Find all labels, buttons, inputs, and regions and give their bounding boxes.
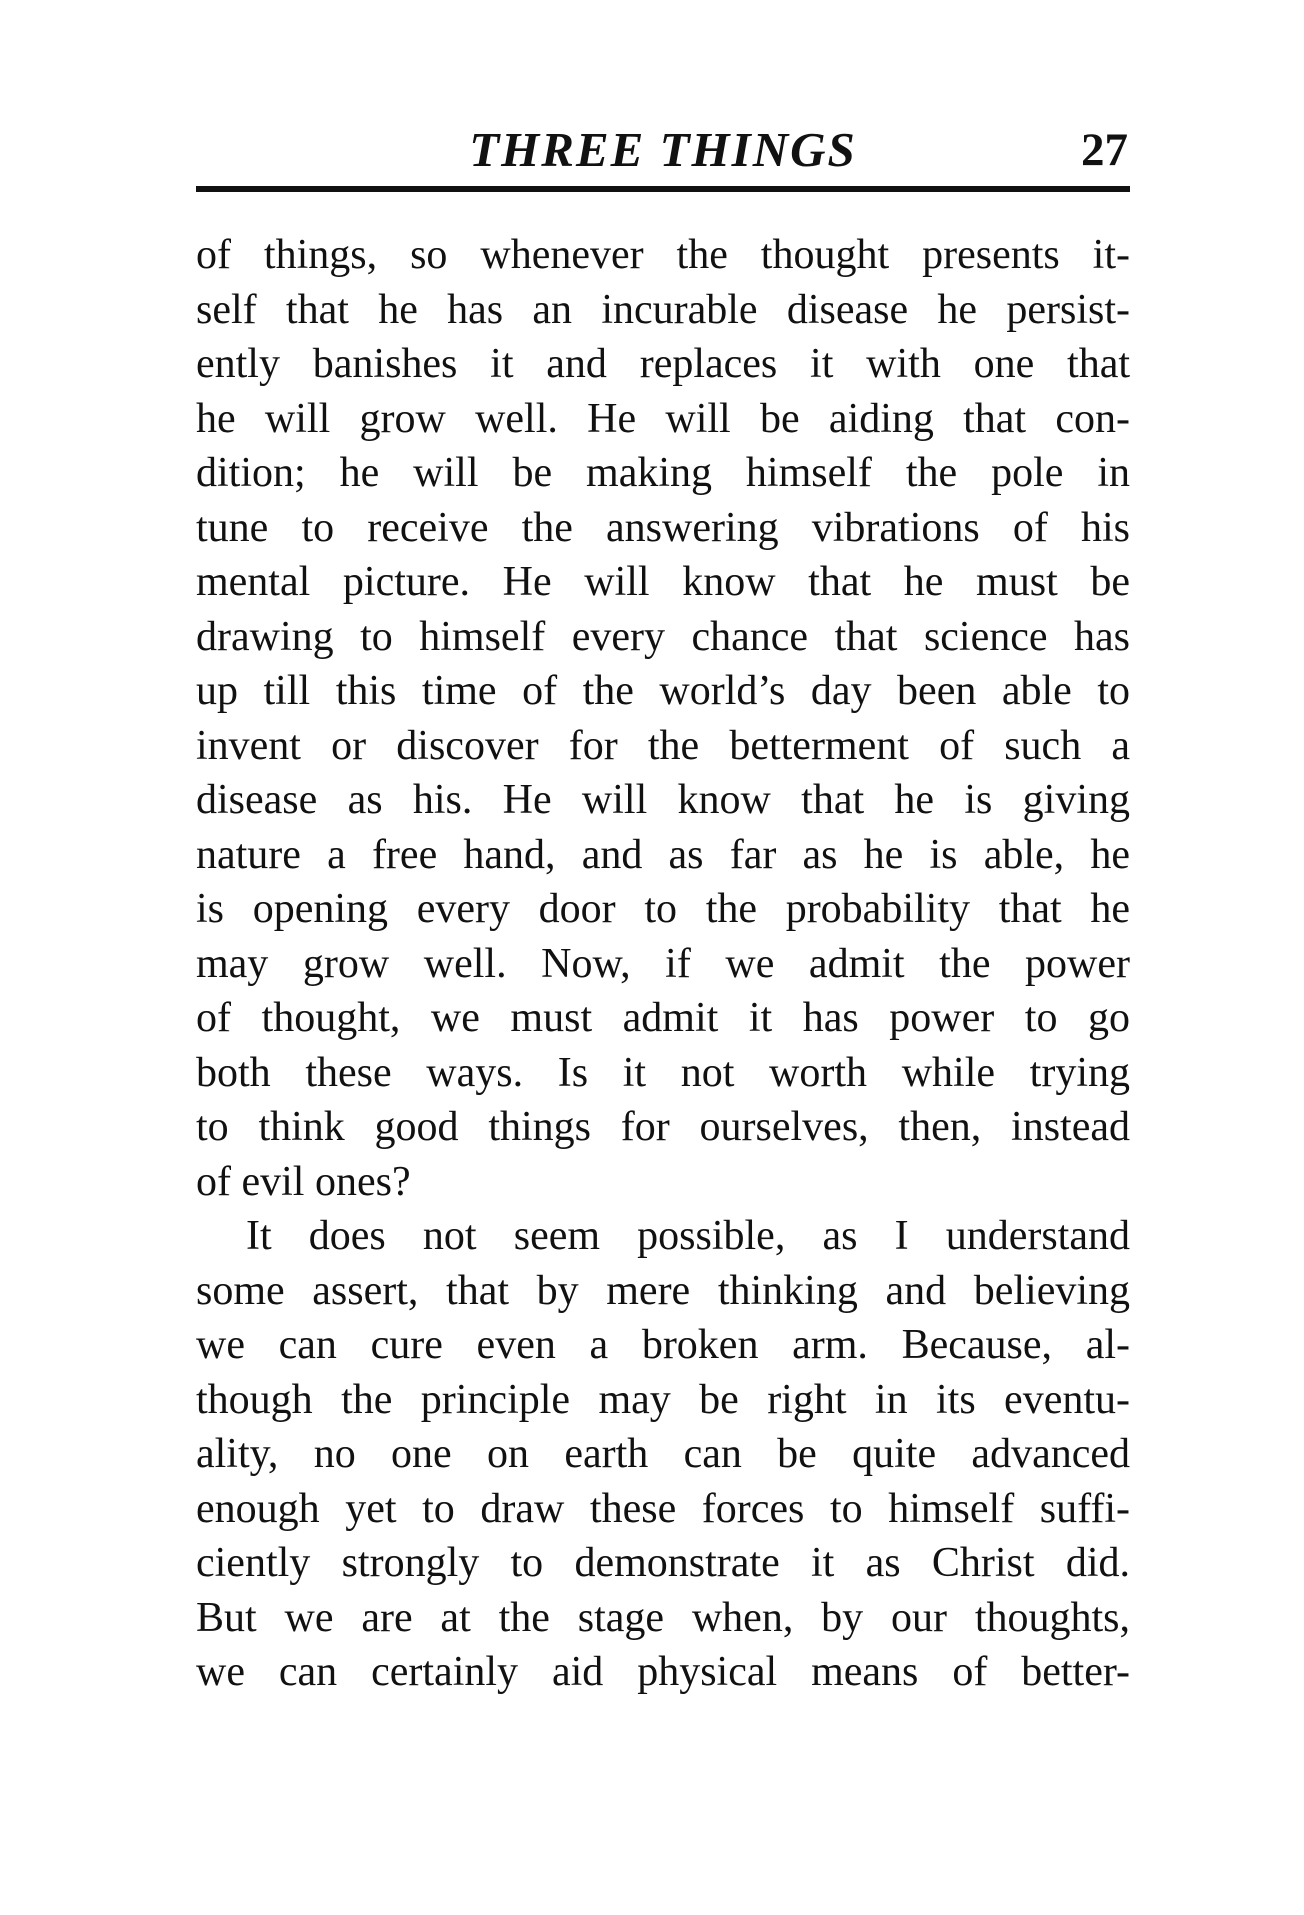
text-line: to think good things for ourselves, then, instead	[196, 1104, 1130, 1150]
text-line: we can cure even a broken arm. Because, al-	[196, 1322, 1130, 1368]
text-line: invent or discover for the betterment of such a	[196, 722, 1130, 769]
text-line: enough yet to draw these forces to himself suffi-	[196, 1485, 1130, 1532]
text-line: ality, no one on earth can be quite advanced	[196, 1431, 1130, 1477]
text-line: nature a free hand, and as far as he is able, he	[196, 831, 1130, 878]
running-head	[196, 118, 1130, 178]
text-line: though the principle may be right in its eventu-	[196, 1376, 1130, 1423]
text-line: both these ways. Is it not worth while trying	[196, 1049, 1130, 1096]
text-line: dition; he will be making himself the pole in	[196, 450, 1130, 496]
page-number: 27	[1081, 124, 1128, 176]
text-line: some assert, that by mere thinking and believing	[196, 1267, 1130, 1314]
paragraph-end-line: of evil ones?	[196, 1158, 411, 1205]
text-line: tune to receive the answering vibrations of his	[196, 504, 1130, 551]
text-line: he will grow well. He will be aiding that con-	[196, 395, 1130, 442]
text-line: ently banishes it and replaces it with one that	[196, 341, 1130, 387]
text-line: we can certainly aid physical means of better-	[196, 1649, 1130, 1695]
text-line: ciently strongly to demonstrate it as Christ did.	[196, 1540, 1130, 1586]
header-rule	[196, 186, 1130, 192]
text-line: mental picture. He will know that he must be	[196, 559, 1130, 605]
text-line: of things, so whenever the thought presents it-	[196, 232, 1130, 278]
text-line: drawing to himself every chance that science has	[196, 613, 1130, 660]
text-line: self that he has an incurable disease he persist-	[196, 286, 1130, 333]
text-line: up till this time of the world’s day been able to	[196, 668, 1130, 714]
text-line: is opening every door to the probability that he	[196, 886, 1130, 932]
text-line: But we are at the stage when, by our thoughts,	[196, 1594, 1130, 1641]
text-line: disease as his. He will know that he is giving	[196, 777, 1130, 823]
text-line: of thought, we must admit it has power to go	[196, 995, 1130, 1041]
body-text	[196, 228, 1130, 1700]
paragraph-start-line: It does not seem possible, as I understand	[246, 1213, 1130, 1259]
running-title: THREE THINGS	[469, 122, 857, 177]
text-line: may grow well. Now, if we admit the power	[196, 940, 1130, 987]
